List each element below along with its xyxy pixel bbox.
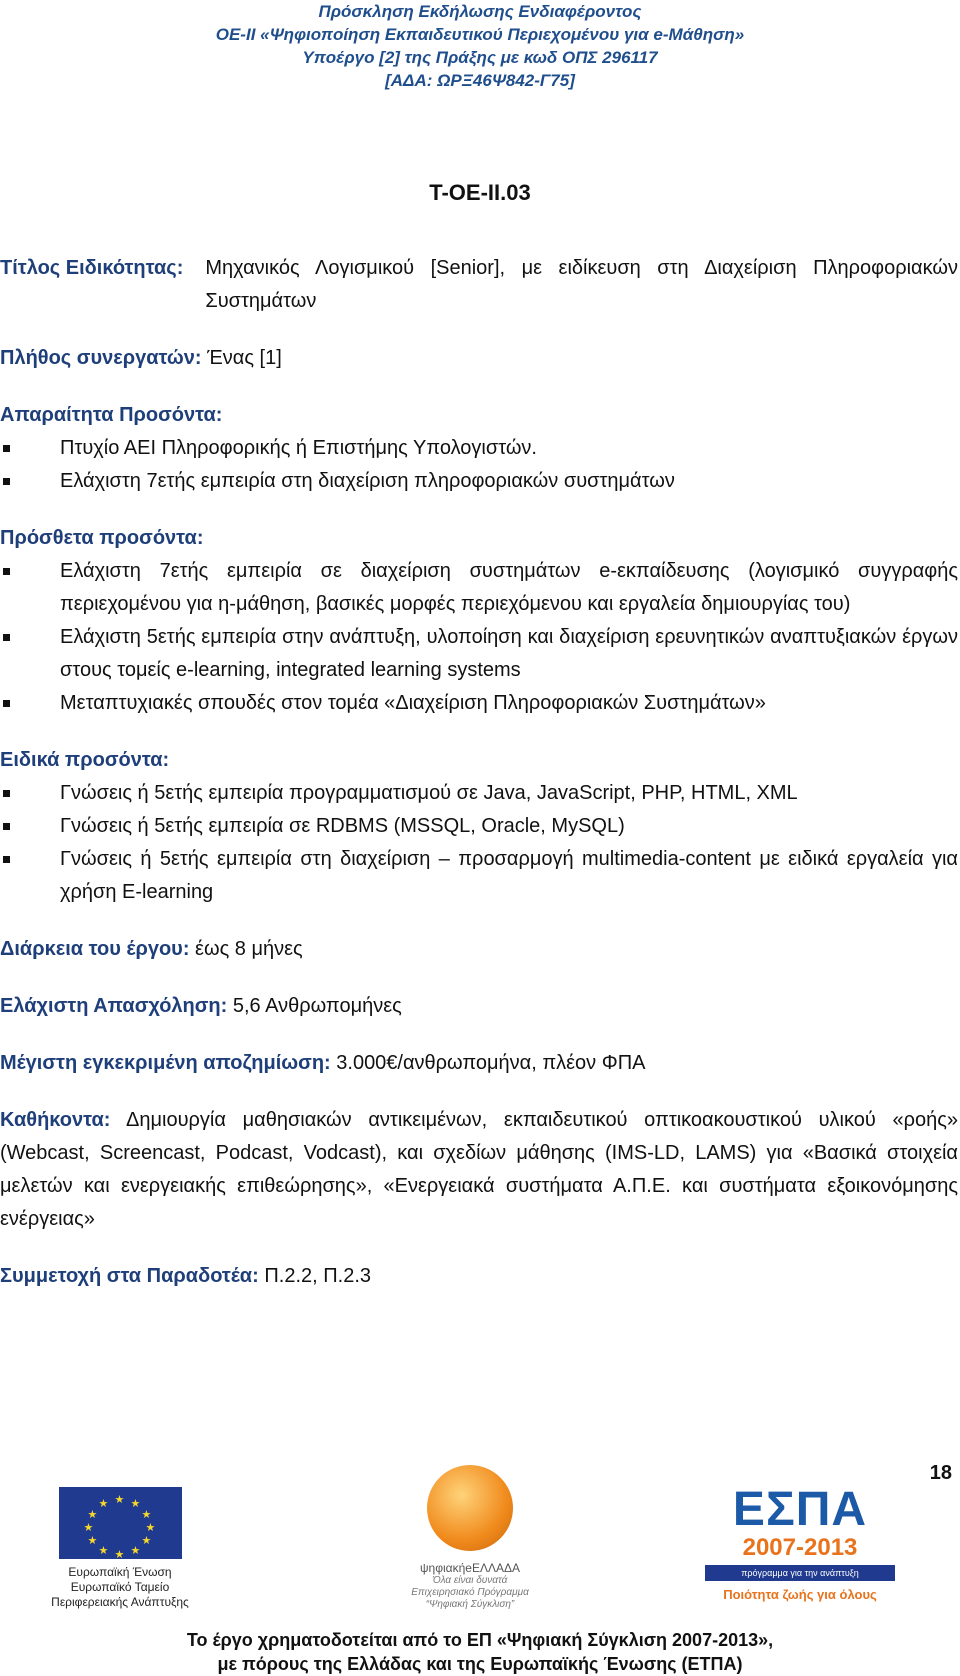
duties-value: Δημιουργία μαθησιακών αντικειμένων, εκπαιδευτικού οπτικοακουστικού υλικού «ροής» (Webcast, Screencast, Podcast, Vodcast), και σχεδίων μάθησης (IMS-LD, LAMS) για «Βασικά στοιχεία μελετών και ενεργειακής επιθεώρησης», «Ενεργειακά συστήματα Α.Π.Ε. και συστήματα εξοικονόμησης ενέργειας» (0, 1109, 958, 1230)
duration-label: Διάρκεια του έργου: (0, 938, 190, 960)
document-header (0, 0, 960, 92)
list-item: Μεταπτυχιακές σπουδές στον τομέα «Διαχείριση Πληροφοριακών Συστημάτων» (0, 687, 958, 720)
max-compensation-value: 3.000€/ανθρωπομήνα, πλέον ΦΠΑ (330, 1052, 646, 1074)
list-item: Πτυχίο ΑΕΙ Πληροφορικής ή Επιστήμης Υπολογιστών. (0, 432, 958, 465)
dg-slogan: Όλα είναι δυνατά (432, 1575, 508, 1586)
header-line-2: ΟΕ-ΙΙ «Ψηφιοποίηση Εκπαιδευτικού Περιεχομένου για e-Μάθηση» (215, 25, 745, 44)
duration-value: έως 8 μήνες (189, 938, 303, 960)
list-item: Γνώσεις ή 5ετής εμπειρία προγραμματισμού σε Java, JavaScript, PHP, HTML, XML (0, 777, 958, 810)
partners-label: Πλήθος συνεργατών: (0, 347, 202, 369)
header-line-1: Πρόσκληση Εκδήλωσης Ενδιαφέροντος (318, 2, 642, 21)
funding-footer (0, 1628, 960, 1676)
partners-value: Ένας [1] (201, 347, 282, 369)
header-line-3: Υποέργο [2] της Πράξης με κωδ ΟΠΣ 296117 (302, 48, 658, 67)
list-item: Ελάχιστη 7ετής εμπειρία στη διαχείριση πληροφοριακών συστημάτων (0, 465, 958, 498)
title-row (0, 252, 958, 318)
required-section (0, 399, 958, 498)
espa-slogan: Ποιότητα ζωής για όλους (723, 1587, 877, 1602)
footer-line-2: με πόρους της Ελλάδας και της Ευρωπαϊκής Ένωσης (ΕΤΠΑ) (217, 1654, 743, 1674)
header-line-4: [ΑΔΑ: ΩΡΞ46Ψ842-Γ75] (385, 71, 575, 90)
additional-section (0, 522, 958, 720)
deliverables-value: Π.2.2, Π.2.3 (258, 1265, 372, 1287)
list-item: Ελάχιστη 7ετής εμπειρία σε διαχείριση συστημάτων e-εκπαίδευσης (λογισμικό συγγραφής περιεχομένου για η-μάθηση, βασικές μορφές περιεχόμενου και εργαλεία δημιουργίας του) (0, 555, 958, 621)
footer-line-1: Το έργο χρηματοδοτείται από το ΕΠ «Ψηφιακή Σύγκλιση 2007-2013», (186, 1630, 774, 1650)
max-compensation-label: Μέγιστη εγκεκριμένη αποζημίωση: (0, 1052, 331, 1074)
duties-row (0, 1104, 958, 1236)
duration-row (0, 933, 958, 966)
duties-label: Καθήκοντα: (0, 1109, 111, 1131)
min-employment-row (0, 990, 958, 1023)
max-compensation-row (0, 1047, 958, 1080)
title-value: Μηχανικός Λογισμικού [Senior], με ειδίκευση στη Διαχείριση Πληροφοριακών Συστημάτων (205, 257, 958, 312)
list-item: Ελάχιστη 5ετής εμπειρία στην ανάπτυξη, υλοποίηση και διαχείριση ερευνητικών αναπτυξιακών έργων στους τομείς e-learning, integrated learning systems (0, 621, 958, 687)
eu-logo (40, 1487, 200, 1610)
deliverables-row (0, 1260, 958, 1293)
espa-bar: πρόγραμμα για την ανάπτυξη (705, 1565, 895, 1581)
required-heading: Απαραίτητα Προσόντα: (0, 404, 223, 426)
dg-program-2: “Ψηφιακή Σύγκλιση” (425, 1599, 515, 1610)
document-body (0, 252, 958, 1293)
partners-row (0, 342, 958, 375)
espa-years: 2007-2013 (742, 1534, 858, 1561)
dg-name: ψηφιακήeΕΛΛΑΔΑ (419, 1561, 521, 1575)
eu-flag-icon: ★ ★ ★ ★ ★ ★ ★ ★ ★ ★ ★ ★ (59, 1487, 182, 1559)
min-employment-value: 5,6 Ανθρωπομήνες (227, 995, 402, 1017)
digital-greece-logo (400, 1465, 540, 1611)
digital-greece-emblem-icon (427, 1465, 513, 1551)
espa-name: ΕΣΠΑ (732, 1483, 868, 1536)
espa-logo (705, 1485, 895, 1602)
list-item: Γνώσεις ή 5ετής εμπειρία σε RDBMS (MSSQL, Oracle, MySQL) (0, 810, 958, 843)
eu-line-2: Ευρωπαϊκό Ταμείο (70, 1580, 170, 1594)
additional-heading: Πρόσθετα προσόντα: (0, 527, 204, 549)
title-label: Τίτλος Ειδικότητας: (0, 257, 184, 279)
eu-line-3: Περιφερειακής Ανάπτυξης (51, 1595, 189, 1609)
deliverables-label: Συμμετοχή στα Παραδοτέα: (0, 1265, 259, 1287)
min-employment-label: Ελάχιστη Απασχόληση: (0, 995, 228, 1017)
list-item: Γνώσεις ή 5ετής εμπειρία στη διαχείριση – προσαρμογή multimedia-content με ειδικά εργαλεία για χρήση E-learning (0, 843, 958, 909)
page-number: 18 (929, 1462, 952, 1484)
special-heading: Ειδικά προσόντα: (0, 749, 170, 771)
eu-line-1: Ευρωπαϊκή Ένωση (68, 1565, 172, 1579)
special-section (0, 744, 958, 909)
footer-logos (0, 1465, 960, 1610)
position-code: T-OE-II.03 (429, 180, 531, 205)
dg-program: Επιχειρησιακό Πρόγραμμα (411, 1587, 529, 1598)
